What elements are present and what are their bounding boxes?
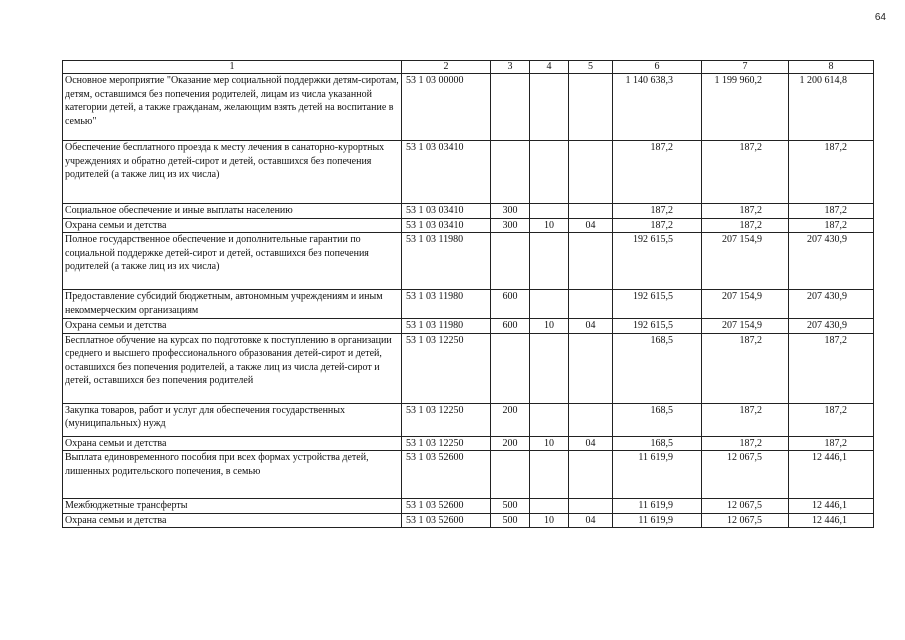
row-code-cell: 53 1 03 11980: [402, 233, 491, 290]
row-c3-cell: [491, 74, 530, 141]
row-value-8-cell: 187,2: [789, 141, 874, 204]
row-code-cell: 53 1 03 12250: [402, 403, 491, 436]
row-c5-cell: [569, 141, 613, 204]
row-c4-cell: 10: [530, 513, 569, 528]
row-c3-cell: 300: [491, 204, 530, 219]
row-value-7-cell: 12 067,5: [702, 451, 789, 499]
table-row: [63, 204, 874, 219]
row-c4-cell: 10: [530, 436, 569, 451]
column-header: 6: [613, 61, 702, 74]
row-value-6-cell: 11 619,9: [613, 451, 702, 499]
row-value-6-cell: 168,5: [613, 436, 702, 451]
row-value-8-cell: 207 430,9: [789, 233, 874, 290]
table-row: [63, 74, 874, 141]
row-value-8-cell: 187,2: [789, 333, 874, 403]
row-c3-cell: [491, 333, 530, 403]
row-value-6-cell: 11 619,9: [613, 499, 702, 514]
table-row: [63, 403, 874, 436]
row-c4-cell: [530, 333, 569, 403]
row-value-6-cell: 192 615,5: [613, 233, 702, 290]
row-c4-cell: [530, 403, 569, 436]
row-c3-cell: [491, 233, 530, 290]
row-name-cell: Бесплатное обучение на курсах по подготовке к поступлению в организации среднего и высшего профессионального образования детей-сирот и детей, оставшихся без попечения родителей, а также лиц из числа детей-сирот и детей, оставшихся без попечения родителей: [63, 333, 402, 403]
column-header: 8: [789, 61, 874, 74]
table-row: [63, 141, 874, 204]
table-header-row: [63, 61, 874, 74]
row-name-cell: Охрана семьи и детства: [63, 513, 402, 528]
row-value-7-cell: 207 154,9: [702, 290, 789, 319]
row-value-6-cell: 192 615,5: [613, 319, 702, 334]
row-c3-cell: 600: [491, 319, 530, 334]
column-header: 5: [569, 61, 613, 74]
row-value-7-cell: 187,2: [702, 403, 789, 436]
row-c4-cell: [530, 499, 569, 514]
row-c5-cell: 04: [569, 319, 613, 334]
table-row: [63, 319, 874, 334]
row-c3-cell: 500: [491, 499, 530, 514]
row-c5-cell: [569, 499, 613, 514]
row-c4-cell: [530, 290, 569, 319]
row-code-cell: 53 1 03 11980: [402, 319, 491, 334]
row-code-cell: 53 1 03 00000: [402, 74, 491, 141]
row-name-cell: Охрана семьи и детства: [63, 218, 402, 233]
row-c3-cell: 600: [491, 290, 530, 319]
row-c5-cell: 04: [569, 218, 613, 233]
row-name-cell: Охрана семьи и детства: [63, 436, 402, 451]
row-c5-cell: [569, 333, 613, 403]
row-name-cell: Выплата единовременного пособия при всех формах устройства детей, лишенных родительского попечения, в семью: [63, 451, 402, 499]
row-value-8-cell: 187,2: [789, 436, 874, 451]
row-value-6-cell: 1 140 638,3: [613, 74, 702, 141]
row-value-7-cell: 207 154,9: [702, 319, 789, 334]
table-row: [63, 513, 874, 528]
row-c3-cell: [491, 141, 530, 204]
budget-table: [62, 60, 874, 528]
row-value-8-cell: 187,2: [789, 403, 874, 436]
row-c5-cell: 04: [569, 436, 613, 451]
row-name-cell: Основное мероприятие "Оказание мер социальной поддержки детям-сиротам, детям, оставшимся без попечения родителей, лицам из числа указанной категории детей, а также гражданам, желающим взять детей на воспитание в семью": [63, 74, 402, 141]
row-code-cell: 53 1 03 03410: [402, 218, 491, 233]
row-value-6-cell: 168,5: [613, 403, 702, 436]
table-row: [63, 499, 874, 514]
row-name-cell: Межбюджетные трансферты: [63, 499, 402, 514]
row-c3-cell: [491, 451, 530, 499]
row-value-8-cell: 12 446,1: [789, 451, 874, 499]
row-c3-cell: 300: [491, 218, 530, 233]
table-row: [63, 451, 874, 499]
row-c4-cell: [530, 233, 569, 290]
column-header: 4: [530, 61, 569, 74]
row-value-8-cell: 12 446,1: [789, 513, 874, 528]
row-name-cell: Полное государственное обеспечение и дополнительные гарантии по социальной поддержке детей-сирот и детей, оставшихся без попечения родителей (а также лиц из их числа): [63, 233, 402, 290]
row-name-cell: Предоставление субсидий бюджетным, автономным учреждениям и иным некоммерческим организациям: [63, 290, 402, 319]
row-c4-cell: [530, 204, 569, 219]
row-code-cell: 53 1 03 03410: [402, 141, 491, 204]
row-value-7-cell: 187,2: [702, 333, 789, 403]
row-c3-cell: 200: [491, 403, 530, 436]
row-value-8-cell: 1 200 614,8: [789, 74, 874, 141]
row-value-7-cell: 1 199 960,2: [702, 74, 789, 141]
row-c5-cell: [569, 451, 613, 499]
row-value-6-cell: 187,2: [613, 204, 702, 219]
column-header: 2: [402, 61, 491, 74]
row-code-cell: 53 1 03 52600: [402, 499, 491, 514]
row-c3-cell: 500: [491, 513, 530, 528]
row-c3-cell: 200: [491, 436, 530, 451]
column-header: 7: [702, 61, 789, 74]
row-name-cell: Социальное обеспечение и иные выплаты населению: [63, 204, 402, 219]
row-value-6-cell: 168,5: [613, 333, 702, 403]
row-value-6-cell: 187,2: [613, 141, 702, 204]
row-c4-cell: 10: [530, 319, 569, 334]
page-number: 64: [874, 12, 886, 23]
row-c5-cell: [569, 290, 613, 319]
row-c4-cell: [530, 451, 569, 499]
row-code-cell: 53 1 03 52600: [402, 451, 491, 499]
row-c5-cell: [569, 233, 613, 290]
row-value-6-cell: 11 619,9: [613, 513, 702, 528]
row-value-7-cell: 207 154,9: [702, 233, 789, 290]
row-value-7-cell: 187,2: [702, 141, 789, 204]
row-value-7-cell: 187,2: [702, 436, 789, 451]
row-name-cell: Обеспечение бесплатного проезда к месту лечения в санаторно-курортных учреждениях и обратно детей-сирот и детей, оставшихся без попечения родителей (а также лиц из их числа): [63, 141, 402, 204]
row-name-cell: Охрана семьи и детства: [63, 319, 402, 334]
row-c4-cell: [530, 141, 569, 204]
table-row: [63, 218, 874, 233]
row-value-6-cell: 187,2: [613, 218, 702, 233]
row-value-8-cell: 207 430,9: [789, 319, 874, 334]
row-value-8-cell: 12 446,1: [789, 499, 874, 514]
table-row: [63, 436, 874, 451]
row-c5-cell: [569, 204, 613, 219]
row-c4-cell: [530, 74, 569, 141]
row-c5-cell: 04: [569, 513, 613, 528]
row-value-8-cell: 207 430,9: [789, 290, 874, 319]
row-value-7-cell: 12 067,5: [702, 513, 789, 528]
row-name-cell: Закупка товаров, работ и услуг для обеспечения государственных (муниципальных) нужд: [63, 403, 402, 436]
row-code-cell: 53 1 03 12250: [402, 436, 491, 451]
row-code-cell: 53 1 03 11980: [402, 290, 491, 319]
row-code-cell: 53 1 03 03410: [402, 204, 491, 219]
row-c4-cell: 10: [530, 218, 569, 233]
row-code-cell: 53 1 03 12250: [402, 333, 491, 403]
row-value-7-cell: 187,2: [702, 218, 789, 233]
row-value-8-cell: 187,2: [789, 204, 874, 219]
row-value-8-cell: 187,2: [789, 218, 874, 233]
table-row: [63, 233, 874, 290]
column-header: 3: [491, 61, 530, 74]
table-row: [63, 333, 874, 403]
row-value-7-cell: 12 067,5: [702, 499, 789, 514]
row-value-7-cell: 187,2: [702, 204, 789, 219]
column-header: 1: [63, 61, 402, 74]
row-c5-cell: [569, 74, 613, 141]
table-row: [63, 290, 874, 319]
row-c5-cell: [569, 403, 613, 436]
row-value-6-cell: 192 615,5: [613, 290, 702, 319]
row-code-cell: 53 1 03 52600: [402, 513, 491, 528]
